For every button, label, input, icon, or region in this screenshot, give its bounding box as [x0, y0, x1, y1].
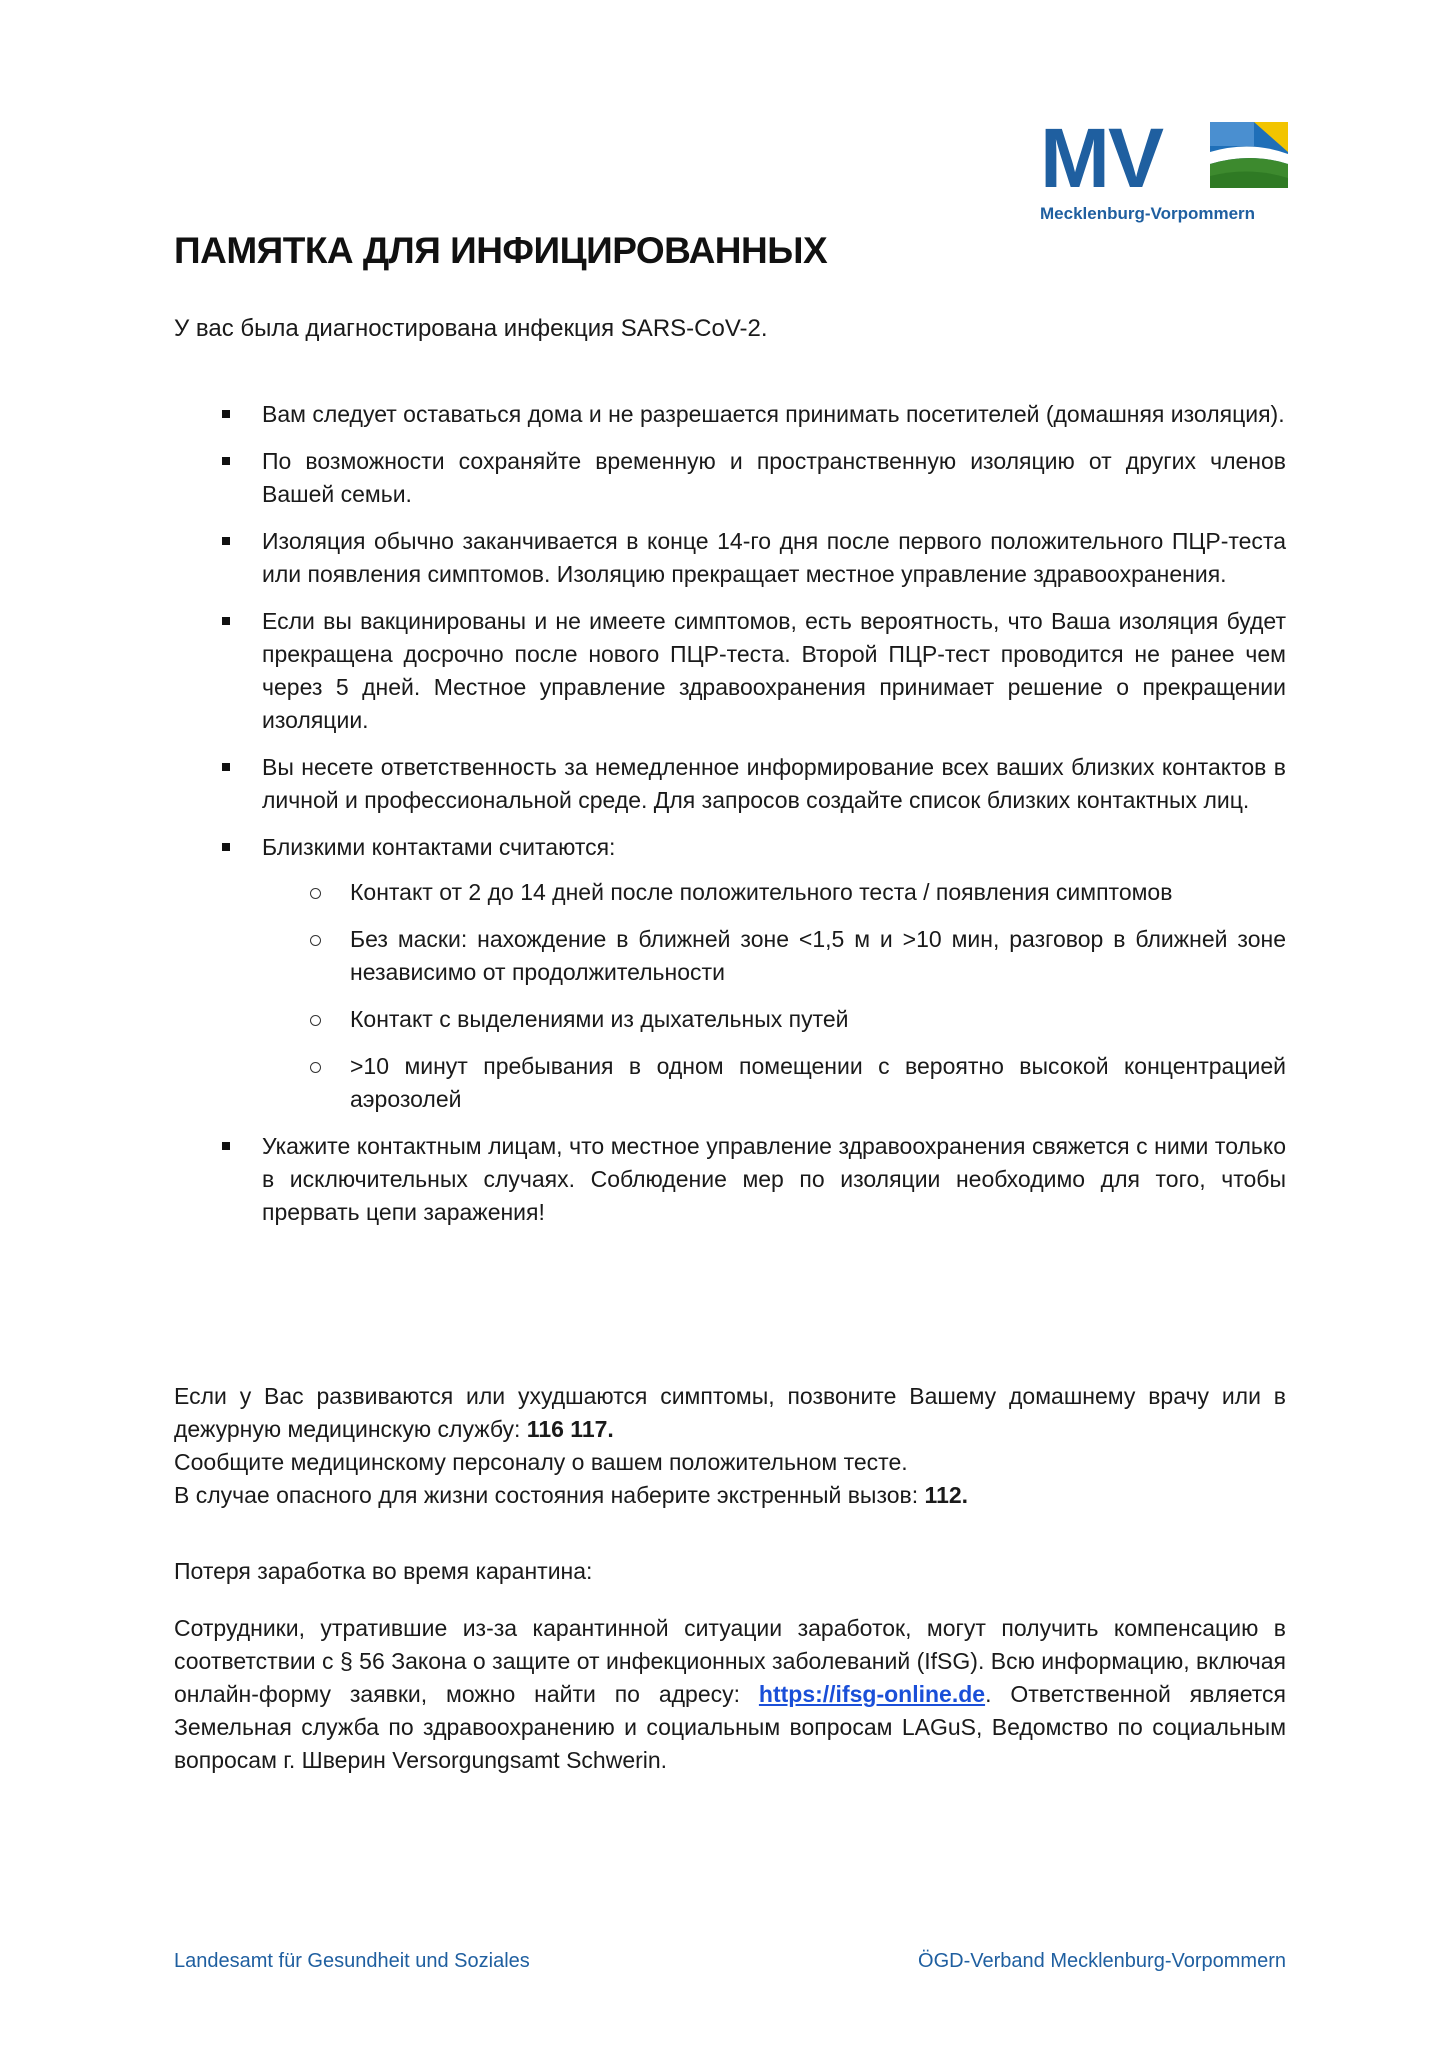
square-bullet-icon	[222, 763, 230, 771]
list-item: По возможности сохраняйте временную и пространственную изоляцию от других членов Вашей семьи.	[174, 445, 1286, 511]
instruction-list	[174, 398, 1286, 1229]
list-item: Если вы вакцинированы и не имеете симптомов, есть вероятность, что Ваша изоляция будет прекращена досрочно после нового ПЦР-теста. Второй ПЦР-тест проводится не ранее чем через 5 дней. Местное управление здравоохранения принимает решение о прекращении изоляции.	[174, 605, 1286, 737]
square-bullet-icon	[222, 410, 230, 418]
list-item: >10 минут пребывания в одном помещении с вероятно высокой концентрацией аэрозолей	[262, 1050, 1286, 1116]
list-item: Контакт от 2 до 14 дней после положительного теста / появления симптомов	[262, 876, 1286, 909]
list-item: Контакт с выделениями из дыхательных путей	[262, 1003, 1286, 1036]
list-item: Близкими контактами считаются: Контакт от 2 до 14 дней после положительного теста / появления симптомов Без маски: нахождение в ближней зоне <1,5 м и >10 мин, разговор в ближней зоне независимо от продолжительности Контакт с выделениями из дыхательных путей >10 минут пребывания в одном помещении с вероятно высокой концентрацией аэрозолей	[174, 831, 1286, 1116]
list-item: Изоляция обычно заканчивается в конце 14-го дня после первого положительного ПЦР-теста или появления симптомов. Изоляцию прекращает местное управление здравоохранения.	[174, 525, 1286, 591]
circle-bullet-icon	[310, 888, 321, 899]
logo-caption: Mecklenburg-Vorpommern	[1040, 204, 1256, 223]
symptoms-line-2: Сообщите медицинскому персоналу о вашем положительном тесте.	[174, 1449, 908, 1475]
phone-number: 116 117.	[526, 1416, 614, 1442]
square-bullet-icon	[222, 537, 230, 545]
earnings-heading: Потеря заработка во время карантина:	[174, 1558, 593, 1584]
list-item: Вы несете ответственность за немедленное информирование всех ваших близких контактов в личной и профессиональной среде. Для запросов создайте список близких контактных лиц.	[174, 751, 1286, 817]
symptoms-line-1: Если у Вас развиваются или ухудшаются симптомы, позвоните Вашему домашнему врачу или в дежурную медицинскую службу: 116 117.	[174, 1383, 1286, 1442]
square-bullet-icon	[222, 843, 230, 851]
circle-bullet-icon	[310, 1015, 321, 1026]
symptoms-line-3: В случае опасного для жизни состояния наберите экстренный вызов: 112.	[174, 1482, 969, 1508]
list-item: Вам следует оставаться дома и не разрешается принимать посетителей (домашняя изоляция).	[174, 398, 1286, 431]
footer-left: Landesamt für Gesundheit und Soziales	[174, 1950, 530, 1972]
page-title: ПАМЯТКА ДЛЯ ИНФИЦИРОВАННЫХ	[174, 230, 828, 271]
earnings-section: Сотрудники, утратившие из-за карантинной ситуации заработок, могут получить компенсацию в соответствии с § 56 Закона о защите от инфекционных заболеваний (IfSG). Всю информацию, включая онлайн-форму заявки, можно найти по адресу: https://ifsg-online.de. Ответственной является Земельная служба по здравоохранению и социальным вопросам LAGuS, Ведомство по социальным вопросам г. Шверин Versorgungsamt Schwerin.	[174, 1615, 1286, 1773]
instructions	[174, 398, 1286, 1243]
circle-bullet-icon	[310, 1062, 321, 1073]
circle-bullet-icon	[310, 935, 321, 946]
symptoms-section	[174, 1380, 1286, 1512]
ifsg-link[interactable]: https://ifsg-online.de	[758, 1681, 986, 1707]
square-bullet-icon	[222, 457, 230, 465]
flag-icon	[1210, 122, 1288, 188]
mv-logo	[1040, 111, 1290, 226]
list-item: Без маски: нахождение в ближней зоне <1,5 м и >10 мин, разговор в ближней зоне независимо от продолжительности	[262, 923, 1286, 989]
logo-mark: MV	[1040, 111, 1162, 205]
contact-criteria-list	[262, 876, 1286, 1116]
intro-text: У вас была диагностирована инфекция SARS-CoV-2.	[174, 315, 768, 342]
square-bullet-icon	[222, 1142, 230, 1150]
footer-right: ÖGD-Verband Mecklenburg-Vorpommern	[918, 1950, 1286, 1972]
list-item: Укажите контактным лицам, что местное управление здравоохранения свяжется с ними только в исключительных случаях. Соблюдение мер по изоляции необходимо для того, чтобы прервать цепи заражения!	[174, 1130, 1286, 1229]
emergency-number: 112.	[924, 1482, 969, 1508]
square-bullet-icon	[222, 617, 230, 625]
